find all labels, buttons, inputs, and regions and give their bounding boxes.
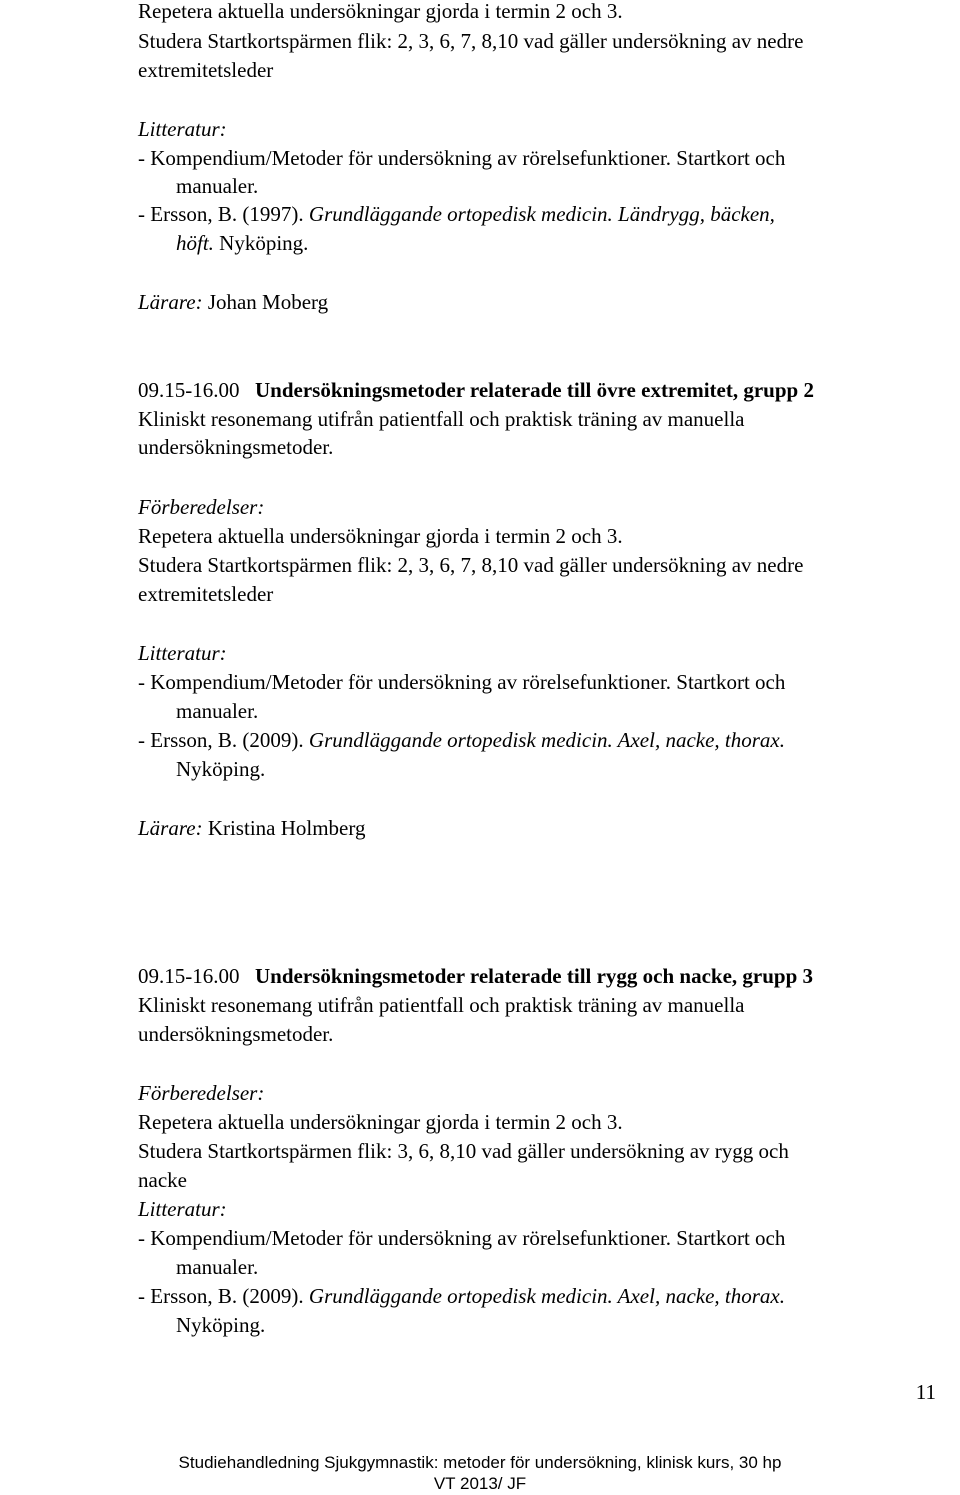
teacher-line xyxy=(138,814,366,843)
prep-line: Repetera aktuella undersökningar gjorda i termin 2 och 3. xyxy=(138,0,623,23)
prep-line: Repetera aktuella undersökningar gjorda i termin 2 och 3. xyxy=(138,524,623,548)
session-description: undersökningsmetoder. xyxy=(138,435,334,459)
literature-item xyxy=(138,1282,785,1311)
prep-line: nacke xyxy=(138,1168,187,1192)
literature-item: - Kompendium/Metoder för undersökning av rörelsefunktioner. Startkort och xyxy=(138,146,786,170)
page-number: 11 xyxy=(915,1380,936,1404)
teacher-label: Lärare: xyxy=(138,290,203,314)
literature-item-cont: manualer. xyxy=(176,1255,259,1279)
session-description: Kliniskt resonemang utifrån patientfall och praktisk träning av manuella xyxy=(138,407,745,431)
session-description: undersökningsmetoder. xyxy=(138,1022,334,1046)
citation-author: - Ersson, B. (2009). xyxy=(138,1284,309,1308)
literature-item-cont: Nyköping. xyxy=(176,1313,266,1337)
prep-line: Studera Startkortspärmen flik: 2, 3, 6, 7, 8,10 vad gäller undersökning av nedre xyxy=(138,553,804,577)
literature-item xyxy=(138,200,775,229)
citation-title: Grundläggande ortopedisk medicin. Axel, nacke, thorax. xyxy=(308,1284,785,1308)
prep-line: Studera Startkortspärmen flik: 2, 3, 6, 7, 8,10 vad gäller undersökning av nedre xyxy=(138,29,804,53)
prep-line: Repetera aktuella undersökningar gjorda i termin 2 och 3. xyxy=(138,1110,623,1134)
literature-heading: Litteratur: xyxy=(138,1197,227,1221)
session-title: Undersökningsmetoder relaterade till rygg och nacke, grupp 3 xyxy=(255,964,814,988)
citation-place: Nyköping. xyxy=(213,231,309,255)
teacher-label: Lärare: xyxy=(138,816,203,840)
session-time: 09.15-16.00 xyxy=(138,378,240,402)
literature-item-cont: Nyköping. xyxy=(176,757,266,781)
citation-author: - Ersson, B. (1997). xyxy=(138,202,309,226)
literature-heading: Litteratur: xyxy=(138,641,227,665)
prep-line: extremitetsleder xyxy=(138,582,274,606)
footer-line: Studiehandledning Sjukgymnastik: metoder för undersökning, klinisk kurs, 30 hp xyxy=(178,1453,782,1472)
footer-line: VT 2013/ JF xyxy=(433,1474,527,1493)
literature-item-cont: manualer. xyxy=(176,699,259,723)
citation-title: Grundläggande ortopedisk medicin. Ländrygg, bäcken, xyxy=(308,202,775,226)
prep-line: Studera Startkortspärmen flik: 3, 6, 8,10 vad gäller undersökning av rygg och xyxy=(138,1139,789,1163)
literature-item: - Kompendium/Metoder för undersökning av rörelsefunktioner. Startkort och xyxy=(138,670,786,694)
literature-item-cont xyxy=(176,229,308,258)
citation-title: Grundläggande ortopedisk medicin. Axel, nacke, thorax. xyxy=(308,728,785,752)
literature-item: - Kompendium/Metoder för undersökning av rörelsefunktioner. Startkort och xyxy=(138,1226,786,1250)
citation-author: - Ersson, B. (2009). xyxy=(138,728,309,752)
preparations-heading: Förberedelser: xyxy=(138,495,265,519)
session-description: Kliniskt resonemang utifrån patientfall och praktisk träning av manuella xyxy=(138,993,745,1017)
literature-item-cont: manualer. xyxy=(176,174,259,198)
teacher-line xyxy=(138,288,328,317)
teacher-name: Kristina Holmberg xyxy=(202,816,366,840)
prep-line: extremitetsleder xyxy=(138,58,274,82)
citation-title: höft. xyxy=(176,231,214,255)
literature-heading: Litteratur: xyxy=(138,117,227,141)
literature-item xyxy=(138,726,785,755)
preparations-heading: Förberedelser: xyxy=(138,1081,265,1105)
session-time: 09.15-16.00 xyxy=(138,964,240,988)
teacher-name: Johan Moberg xyxy=(202,290,329,314)
session-title: Undersökningsmetoder relaterade till övre extremitet, grupp 2 xyxy=(255,378,814,402)
